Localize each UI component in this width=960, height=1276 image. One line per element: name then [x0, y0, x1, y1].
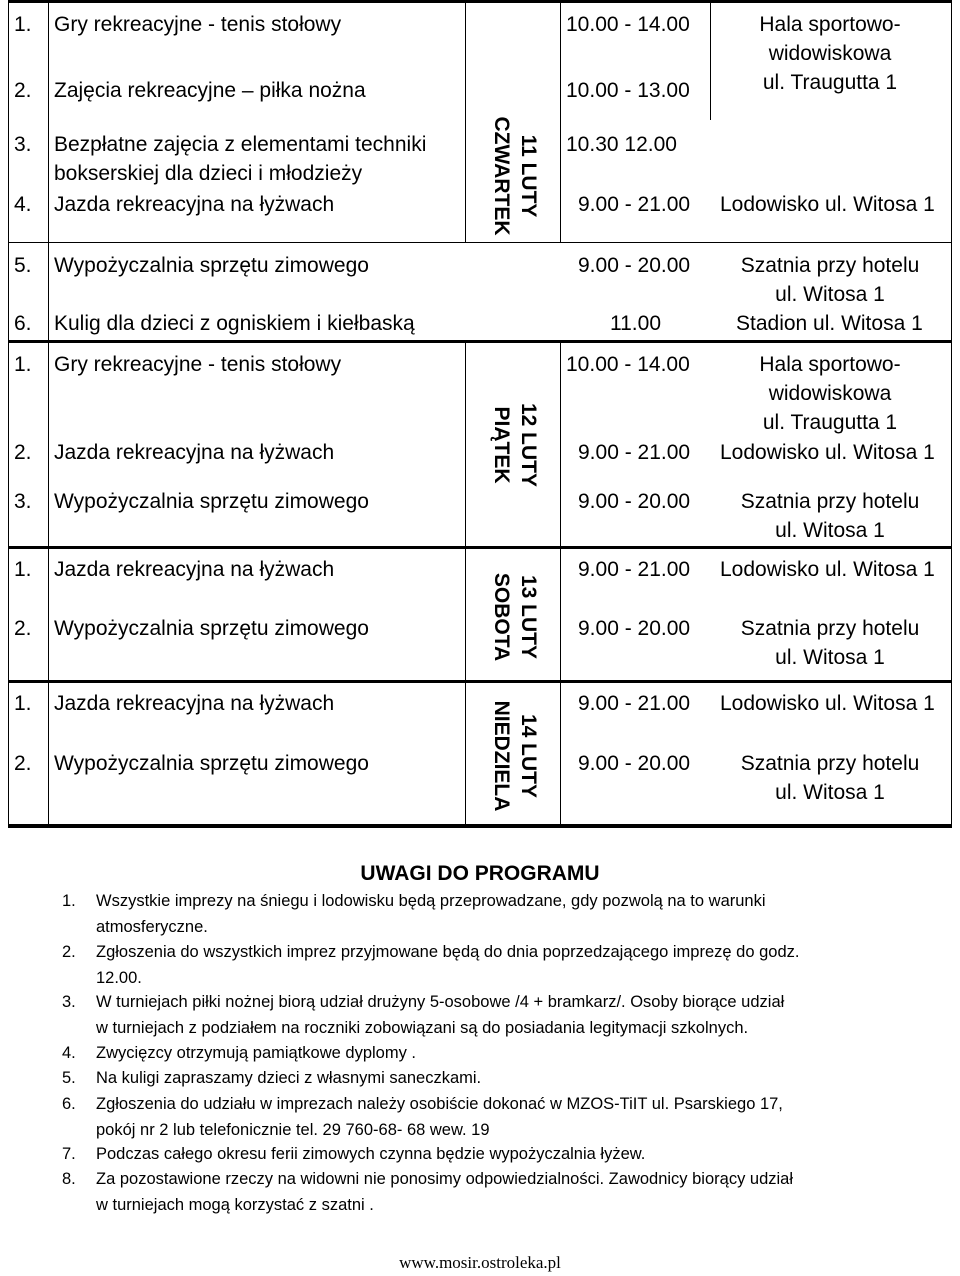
note-line: Zgłoszenia do wszystkich imprez przyjmowane będą do dnia poprzedzającego imprezę do godz.: [96, 943, 800, 961]
day-date: 14 LUTY: [517, 713, 540, 799]
notes-title: UWAGI DO PROGRAMU: [360, 862, 600, 885]
day-weekday: SOBOTA: [490, 572, 513, 662]
activity-name: Kulig dla dzieci z ogniskiem i kiełbaską: [54, 312, 415, 335]
location-line: Hala sportowo-: [759, 13, 901, 36]
time-range: 10.00 - 13.00: [566, 79, 690, 102]
location-line: Szatnia przy hotelu: [740, 254, 920, 277]
activity-name: Bezpłatne zajęcia z elementami techniki: [54, 133, 427, 156]
location-line: ul. Traugutta 1: [762, 411, 898, 434]
row-number: 3.: [14, 133, 32, 156]
table-bottom-border: [8, 824, 952, 828]
day-label: [482, 696, 542, 816]
activity-name: Gry rekreacyjne - tenis stołowy: [54, 353, 342, 376]
activity-name: Jazda rekreacyjna na łyżwach: [54, 558, 335, 581]
row-number: 1.: [14, 353, 32, 376]
activity-name: Wypożyczalnia sprzętu zimowego: [54, 752, 369, 775]
day-weekday: CZWARTEK: [490, 116, 513, 236]
location-line: ul. Witosa 1: [775, 646, 885, 669]
activity-name: Jazda rekreacyjna na łyżwach: [54, 441, 335, 464]
note-line: atmosferyczne.: [96, 917, 208, 936]
day-date: 13 LUTY: [517, 574, 540, 660]
note-number: 3.: [62, 993, 76, 1011]
day-weekday: PIĄTEK: [490, 406, 513, 484]
day-column-divider: [465, 0, 466, 242]
row-number: 4.: [14, 193, 32, 216]
row-number: 1.: [14, 13, 32, 36]
row-number: 2.: [14, 79, 32, 102]
note-line: Zwycięzcy otrzymują pamiątkowe dyplomy .: [96, 1044, 417, 1062]
time-range: 9.00 - 21.00: [578, 558, 691, 581]
row-number: 1.: [14, 692, 32, 715]
note-item: [62, 1142, 646, 1168]
note-item: [62, 1167, 794, 1218]
day-date: 11 LUTY: [517, 134, 540, 218]
time-range: 9.00 - 20.00: [578, 617, 691, 640]
time-range: 11.00: [610, 312, 661, 335]
day-divider: [8, 340, 952, 343]
time-range: 9.00 - 21.00: [578, 193, 691, 216]
note-line: 12.00.: [96, 968, 142, 987]
location-line: Szatnia przy hotelu: [740, 490, 920, 513]
note-line: Podczas całego okresu ferii zimowych czynna będzie wypożyczalnia łyżew.: [96, 1145, 646, 1163]
note-line: Za pozostawione rzeczy na widowni nie ponosimy odpowiedzialności. Zawodnicy biorący udział: [96, 1170, 794, 1188]
time-range: 10.00 - 14.00: [566, 353, 690, 376]
row-divider: [8, 242, 952, 243]
note-line: Wszystkie imprezy na śniegu i lodowisku będą przeprowadzane, gdy pozwolą na to warunki: [96, 892, 766, 910]
location-line: Lodowisko ul. Witosa 1: [720, 558, 935, 581]
note-item: [62, 1066, 482, 1092]
day-label: [482, 116, 542, 236]
location-line: Lodowisko ul. Witosa 1: [720, 441, 935, 464]
row-number: 6.: [14, 312, 32, 335]
note-line: Na kuligi zapraszamy dzieci z własnymi saneczkami.: [96, 1069, 482, 1087]
location-line: Hala sportowo-: [759, 353, 901, 376]
footer-url[interactable]: www.mosir.ostroleka.pl: [399, 1253, 561, 1272]
row-number: 1.: [14, 558, 32, 581]
activity-name: Wypożyczalnia sprzętu zimowego: [54, 490, 369, 513]
location-line: ul. Witosa 1: [775, 283, 885, 306]
row-number: 2.: [14, 617, 32, 640]
note-number: 8.: [62, 1170, 76, 1188]
location-line: Szatnia przy hotelu: [740, 617, 920, 640]
note-number: 2.: [62, 943, 76, 961]
row-number: 3.: [14, 490, 32, 513]
location-line: Lodowisko ul. Witosa 1: [720, 193, 935, 216]
location-line: Szatnia przy hotelu: [740, 752, 920, 775]
location-line: widowiskowa: [768, 42, 892, 65]
time-column-divider: [560, 342, 561, 828]
location-column-divider: [710, 0, 711, 120]
activity-name: Gry rekreacyjne - tenis stołowy: [54, 13, 342, 36]
table-top-border: [8, 0, 952, 3]
table-left-border: [8, 0, 9, 828]
time-range: 9.00 - 21.00: [578, 441, 691, 464]
day-divider: [8, 680, 952, 683]
time-column-divider: [560, 0, 561, 242]
note-item: [62, 889, 766, 940]
location-line: ul. Witosa 1: [775, 519, 885, 542]
activity-name: Wypożyczalnia sprzętu zimowego: [54, 254, 369, 277]
time-range: 9.00 - 20.00: [578, 490, 691, 513]
location-line: Stadion ul. Witosa 1: [736, 312, 923, 335]
num-column-divider: [48, 0, 49, 828]
activity-name: Zajęcia rekreacyjne – piłka nożna: [54, 79, 366, 102]
location-line: widowiskowa: [768, 382, 892, 405]
table-right-border: [951, 0, 952, 828]
activity-name: Jazda rekreacyjna na łyżwach: [54, 692, 335, 715]
note-number: 6.: [62, 1095, 76, 1113]
note-line: w turniejach mogą korzystać z szatni .: [96, 1195, 374, 1214]
activity-name-line2: bokserskiej dla dzieci i młodzieży: [54, 162, 363, 185]
day-divider: [8, 546, 952, 549]
note-item: [62, 1041, 417, 1067]
time-range: 9.00 - 20.00: [578, 254, 691, 277]
day-weekday: NIEDZIELA: [490, 700, 513, 812]
note-line: w turniejach z podziałem na roczniki zobowiązani są do posiadania legitymacji szkolnych.: [96, 1018, 749, 1037]
day-date: 12 LUTY: [517, 402, 540, 488]
activity-name: Jazda rekreacyjna na łyżwach: [54, 193, 335, 216]
time-range: 10.00 - 14.00: [566, 13, 690, 36]
note-item: [62, 940, 800, 991]
note-number: 1.: [62, 892, 76, 910]
day-label: [482, 385, 542, 505]
note-item: [62, 1092, 783, 1143]
row-number: 5.: [14, 254, 32, 277]
location-line: ul. Witosa 1: [775, 781, 885, 804]
location-line: ul. Traugutta 1: [762, 71, 898, 94]
note-item: [62, 990, 785, 1041]
day-column-divider: [465, 342, 466, 828]
time-range: 9.00 - 20.00: [578, 752, 691, 775]
note-number: 7.: [62, 1145, 76, 1163]
note-line: Zgłoszenia do udziału w imprezach należy osobiście dokonać w MZOS-TiIT ul. Psarskiego 17,: [96, 1095, 783, 1113]
time-range: 10.30 12.00: [566, 133, 677, 156]
row-number: 2.: [14, 752, 32, 775]
day-label: [482, 557, 542, 677]
note-number: 5.: [62, 1069, 76, 1087]
time-range: 9.00 - 21.00: [578, 692, 691, 715]
activity-name: Wypożyczalnia sprzętu zimowego: [54, 617, 369, 640]
note-line: pokój nr 2 lub telefonicznie tel. 29 760-68- 68 wew. 19: [96, 1120, 490, 1139]
row-number: 2.: [14, 441, 32, 464]
note-number: 4.: [62, 1044, 76, 1062]
location-line: Lodowisko ul. Witosa 1: [720, 692, 935, 715]
note-line: W turniejach piłki nożnej biorą udział drużyny 5-osobowe /4 + bramkarz/. Osoby biorące udział: [96, 993, 785, 1011]
